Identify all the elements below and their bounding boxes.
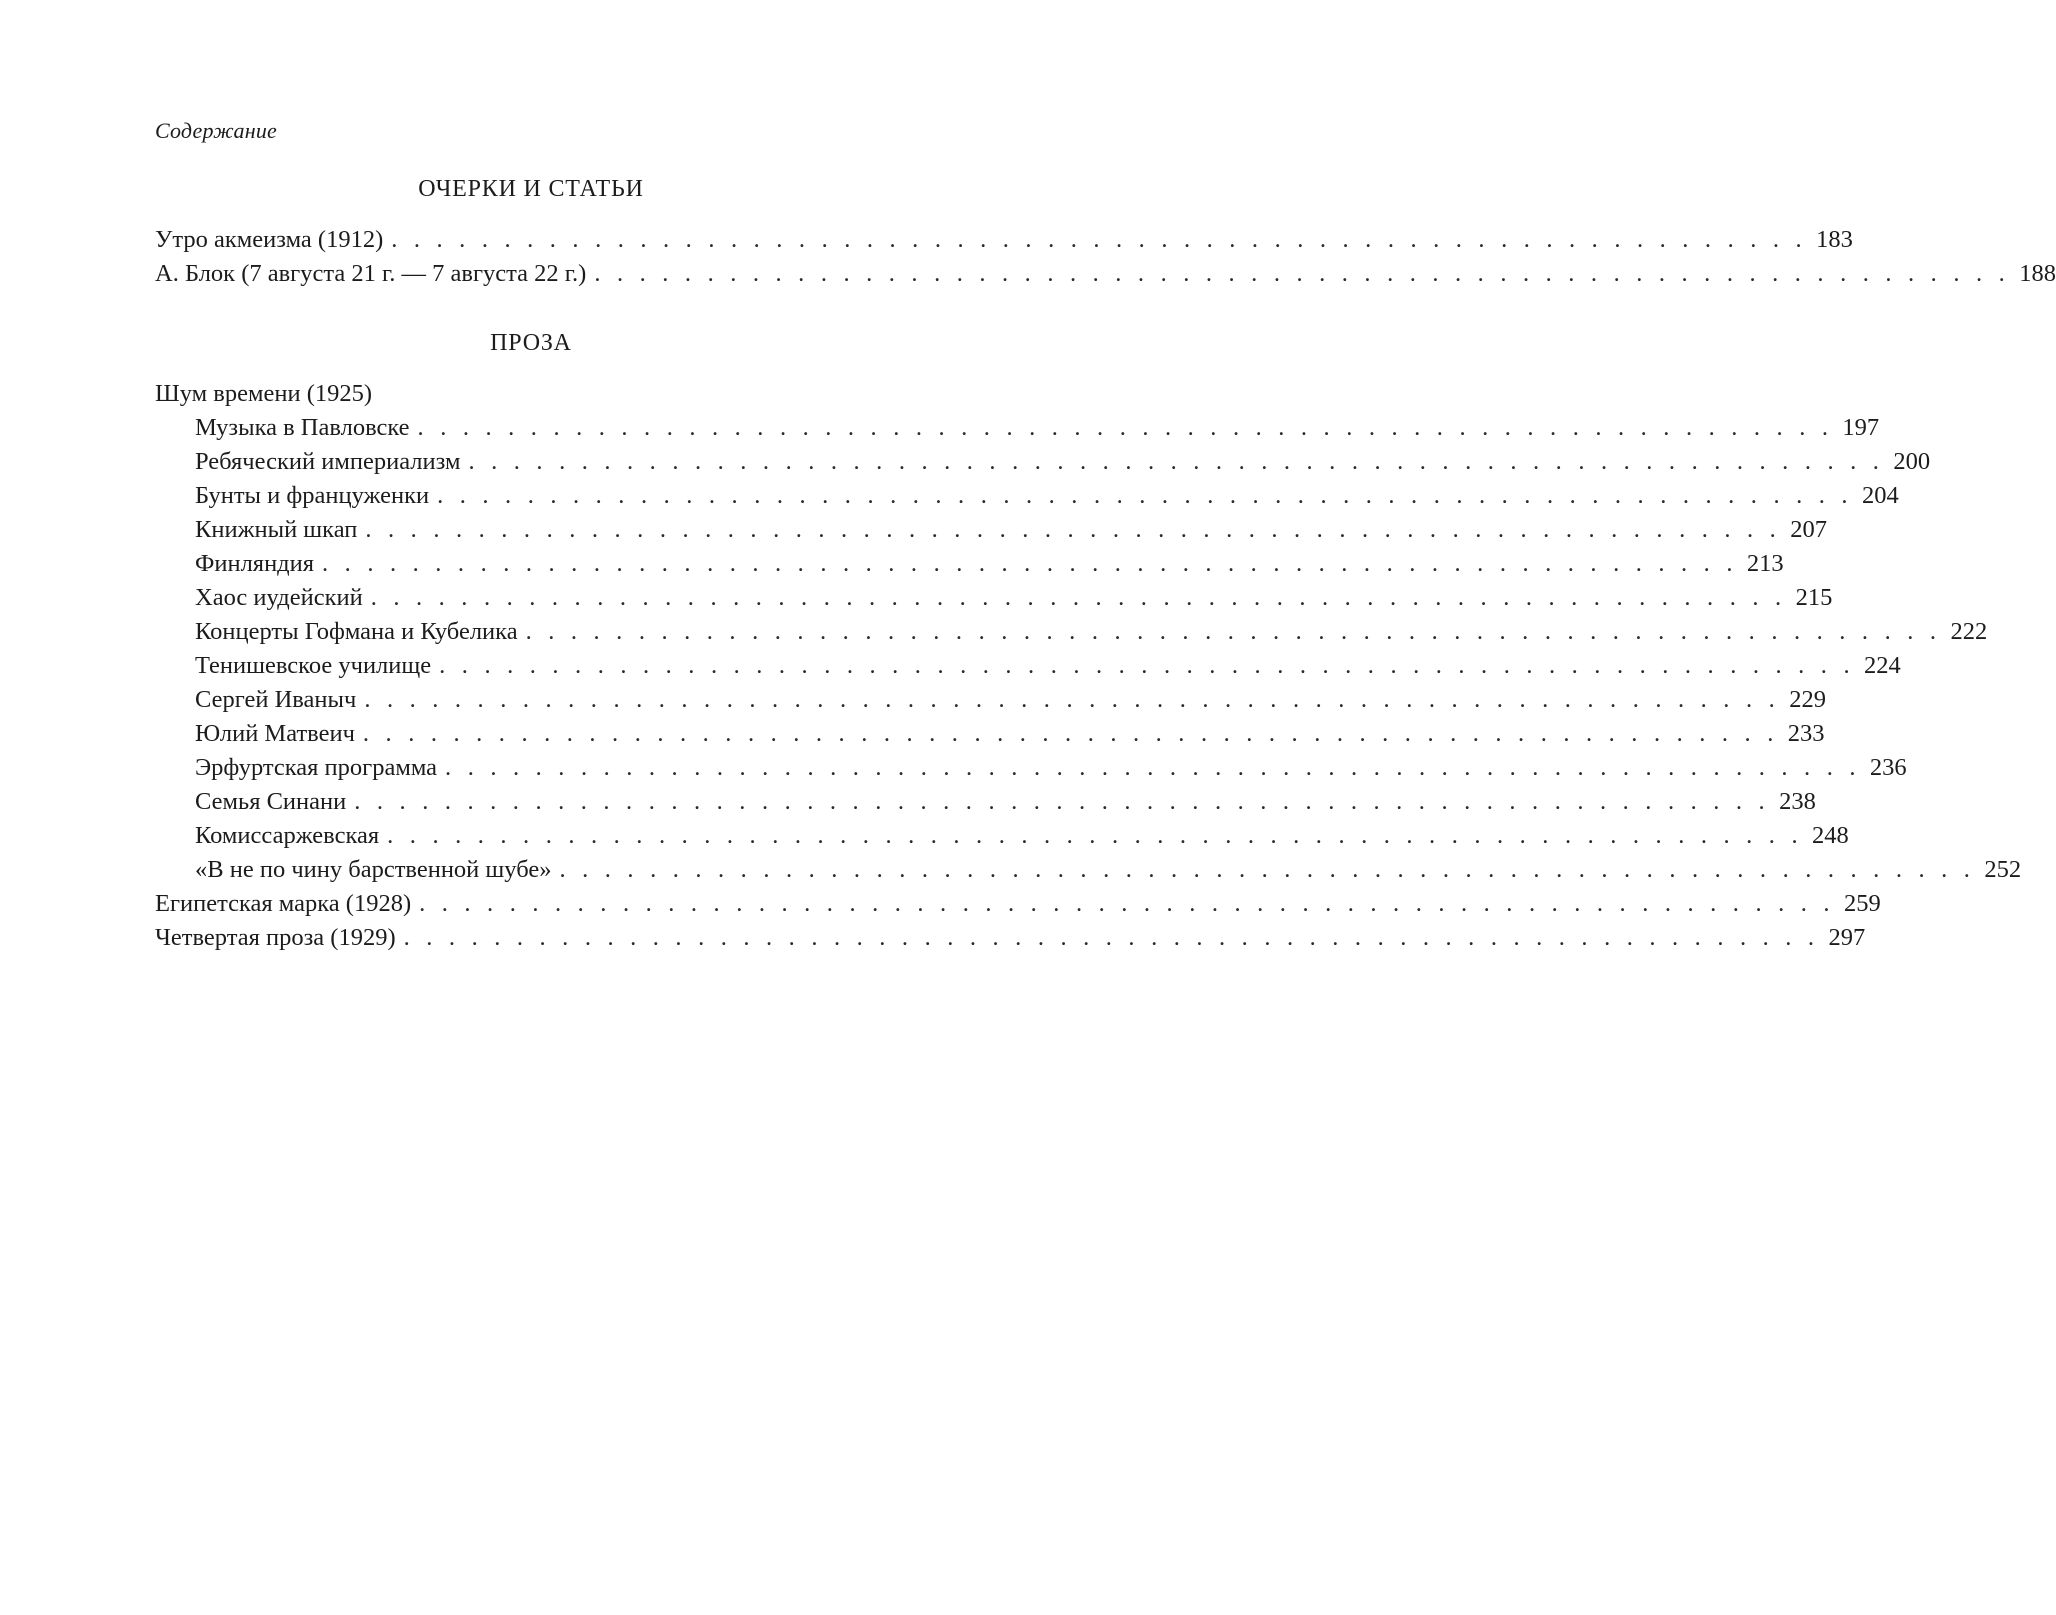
toc-entry-title: Сергей Иваныч [195, 686, 357, 713]
toc-leader-dots: . . . . . . . . . . . . . . . . . . . . . . . . . . . . . . . . . . . . . . . . . . . . . . . . . . . . . . . . . . . . . . . [364, 686, 1780, 713]
toc-entry-title: Четвертая проза (1929) [155, 924, 396, 951]
toc-entry-title: Комиссаржевская [195, 822, 380, 849]
toc-page-number: 215 [1795, 584, 1833, 611]
toc-sub-entry[interactable] [155, 819, 1849, 853]
toc-leader-dots: . . . . . . . . . . . . . . . . . . . . . . . . . . . . . . . . . . . . . . . . . . . . . . . . . . . . . . . . . . . . . . . [387, 822, 1803, 849]
toc-page-number: 204 [1861, 482, 1899, 509]
toc-sub-entry[interactable] [155, 513, 1827, 547]
toc-entry[interactable] [155, 921, 1866, 955]
toc-sub-entry[interactable] [155, 547, 1784, 581]
toc-entry-title: А. Блок (7 августа 21 г. — 7 августа 22 г.) [155, 260, 587, 287]
toc-page-number: 224 [1864, 652, 1901, 679]
section-heading-prose: ПРОЗА [490, 330, 572, 356]
toc-entry-title: Шум времени (1925) [155, 380, 373, 407]
toc-sub-entry[interactable] [155, 411, 1880, 445]
toc-leader-dots: . . . . . . . . . . . . . . . . . . . . . . . . . . . . . . . . . . . . . . . . . . . . . . . . . . . . . . . . . . . . . . . [354, 788, 1770, 815]
toc-leader-dots: . . . . . . . . . . . . . . . . . . . . . . . . . . . . . . . . . . . . . . . . . . . . . . . . . . . . . . . . . . . . . . . [322, 550, 1738, 577]
toc-leader-dots: . . . . . . . . . . . . . . . . . . . . . . . . . . . . . . . . . . . . . . . . . . . . . . . . . . . . . . . . . . . . . . . [468, 448, 1885, 475]
toc-page-number: 297 [1828, 924, 1866, 951]
toc-entry[interactable] [155, 257, 2056, 291]
toc-entry-title: Хаос иудейский [195, 584, 363, 611]
toc-page-number: 238 [1779, 788, 1816, 815]
section-heading-essays: ОЧЕРКИ И СТАТЬИ [418, 176, 644, 202]
toc-page-number: 213 [1746, 550, 1784, 577]
toc-sub-entry[interactable] [155, 683, 1826, 717]
toc-entry-title: Тенишевское училище [195, 652, 432, 679]
toc-sub-entry[interactable] [155, 445, 1931, 479]
toc-sub-entry[interactable] [155, 479, 1899, 513]
toc-leader-dots: . . . . . . . . . . . . . . . . . . . . . . . . . . . . . . . . . . . . . . . . . . . . . . . . . . . . . . . . . . . . . . . [370, 584, 1787, 611]
toc-leader-dots: . . . . . . . . . . . . . . . . . . . . . . . . . . . . . . . . . . . . . . . . . . . . . . . . . . . . . . . . . . . . . . . [362, 720, 1779, 747]
toc-essays [155, 223, 2056, 291]
toc-leader-dots: . . . . . . . . . . . . . . . . . . . . . . . . . . . . . . . . . . . . . . . . . . . . . . . . . . . . . . . . . . . . . . . [365, 516, 1781, 543]
toc-sub-entry[interactable] [155, 751, 1907, 785]
toc-entry[interactable] [155, 223, 1853, 257]
toc-page-number: 200 [1893, 448, 1931, 475]
toc-prose [155, 377, 2022, 955]
toc-page-number: 183 [1816, 226, 1853, 253]
toc-entry-title: Концерты Гофмана и Кубелика [195, 618, 518, 645]
toc-page-number: 236 [1869, 754, 1907, 781]
toc-leader-dots: . . . . . . . . . . . . . . . . . . . . . . . . . . . . . . . . . . . . . . . . . . . . . . . . . . . . . . . . . . . . . . . [391, 226, 1807, 253]
toc-sub-entry[interactable] [155, 853, 2022, 887]
toc-entry-title: Египетская марка (1928) [155, 890, 412, 917]
toc-leader-dots: . . . . . . . . . . . . . . . . . . . . . . . . . . . . . . . . . . . . . . . . . . . . . . . . . . . . . . . . . . . . . . . [417, 414, 1834, 441]
toc-entry-title: Бунты и француженки [195, 482, 430, 509]
toc-leader-dots: . . . . . . . . . . . . . . . . . . . . . . . . . . . . . . . . . . . . . . . . . . . . . . . . . . . . . . . . . . . . . . . [437, 482, 1853, 509]
toc-entry-title: Юлий Матвеич [195, 720, 355, 747]
toc-page-number: 233 [1787, 720, 1825, 747]
toc-part-title[interactable] [155, 377, 907, 411]
toc-sub-entry[interactable] [155, 717, 1825, 751]
toc-leader-dots: . . . . . . . . . . . . . . . . . . . . . . . . . . . . . . . . . . . . . . . . . . . . . . . . . . . . . . . . . . . . . . . [419, 890, 1835, 917]
toc-entry[interactable] [155, 887, 1881, 921]
toc-sub-entry[interactable] [155, 581, 1833, 615]
toc-leader-dots: . . . . . . . . . . . . . . . . . . . . . . . . . . . . . . . . . . . . . . . . . . . . . . . . . . . . . . . . . . . . . . . [594, 260, 2010, 287]
toc-leader-dots: . . . . . . . . . . . . . . . . . . . . . . . . . . . . . . . . . . . . . . . . . . . . . . . . . . . . . . . . . . . . . . . [445, 754, 1861, 781]
running-head: Содержание [155, 118, 278, 143]
toc-sub-entry[interactable] [155, 785, 1816, 819]
toc-entry-title: Ребяческий империализм [195, 448, 461, 475]
toc-page-number: 252 [1984, 856, 2022, 883]
toc-entry-title: «В не по чину барственной шубе» [195, 856, 552, 883]
toc-leader-dots: . . . . . . . . . . . . . . . . . . . . . . . . . . . . . . . . . . . . . . . . . . . . . . . . . . . . . . . . . . . . . . . [403, 924, 1820, 951]
toc-page-number: 229 [1789, 686, 1826, 713]
toc-entry-title: Музыка в Павловске [195, 414, 410, 441]
toc-leader-dots: . . . . . . . . . . . . . . . . . . . . . . . . . . . . . . . . . . . . . . . . . . . . . . . . . . . . . . . . . . . . . . . [525, 618, 1942, 645]
toc-page-number: 259 [1843, 890, 1881, 917]
toc-entry-title: Книжный шкап [195, 516, 358, 543]
toc-entry-title: Семья Синани [195, 788, 347, 815]
toc-page-number: 222 [1950, 618, 1988, 645]
toc-page-number: 248 [1812, 822, 1849, 849]
toc-sub-entry[interactable] [155, 615, 1988, 649]
toc-sub-entry[interactable] [155, 649, 1901, 683]
toc-entry-title: Эрфуртская программа [195, 754, 438, 781]
toc-leader-dots: . . . . . . . . . . . . . . . . . . . . . . . . . . . . . . . . . . . . . . . . . . . . . . . . . . . . . . . . . . . . . . . [559, 856, 1976, 883]
toc-leader-dots: . . . . . . . . . . . . . . . . . . . . . . . . . . . . . . . . . . . . . . . . . . . . . . . . . . . . . . . . . . . . . . . [439, 652, 1855, 679]
toc-entry-title: Утро акмеизма (1912) [155, 226, 384, 253]
toc-page-number: 207 [1790, 516, 1827, 543]
toc-page-number: 197 [1842, 414, 1880, 441]
toc-entry-title: Финляндия [195, 550, 315, 577]
toc-page-number: 188 [2019, 260, 2056, 287]
